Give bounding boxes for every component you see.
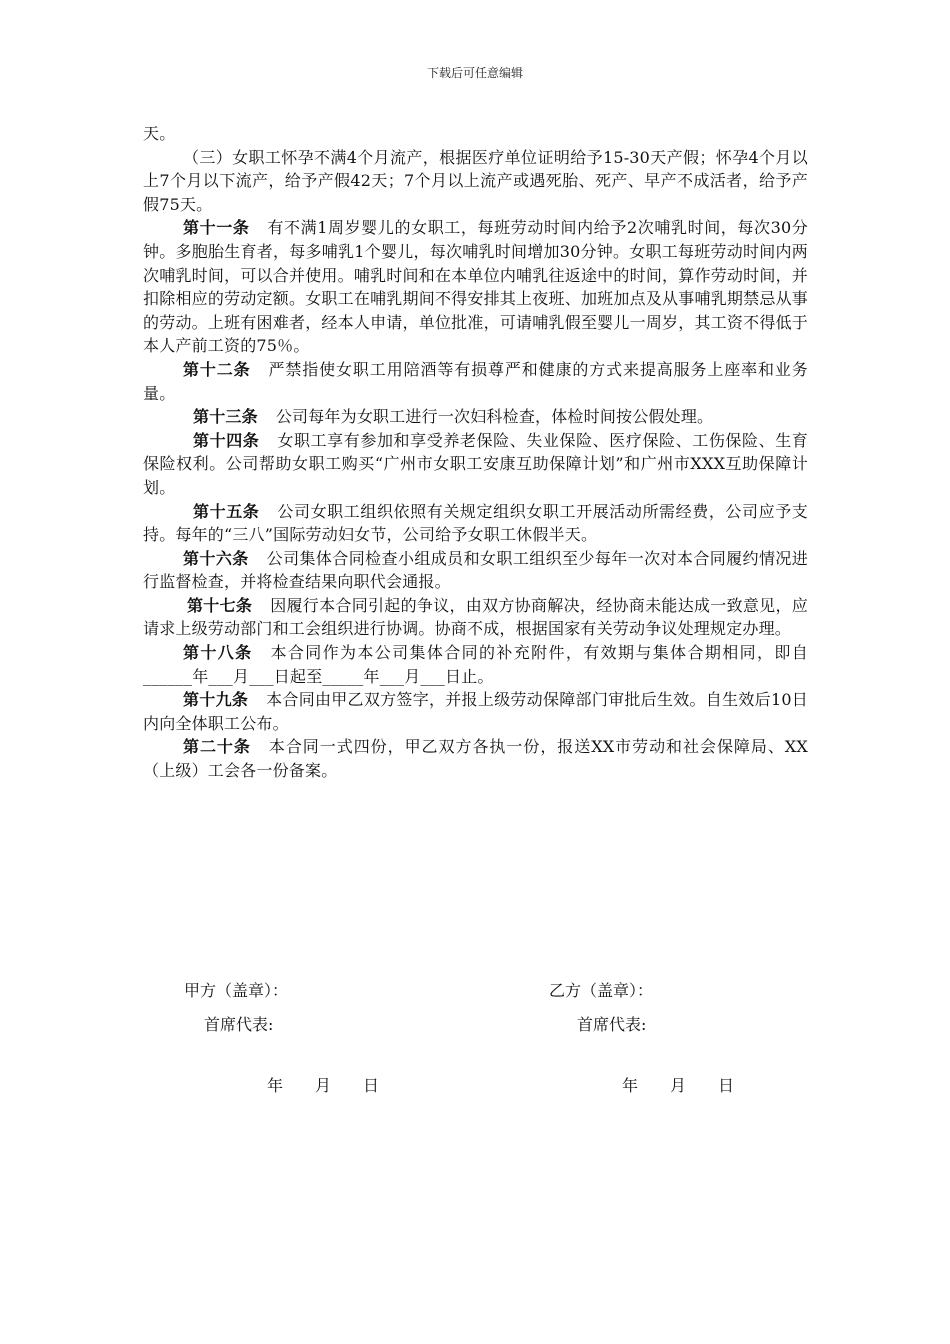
paragraph-text: 天。 [143, 124, 176, 143]
article-13 [143, 405, 808, 429]
article-15 [143, 500, 808, 547]
article-text: 公司集体合同检查小组成员和女职工组织至少每年一次对本合同履约情况进行监督检查，并将检查结果向职代会通报。 [143, 548, 808, 592]
article-heading: 第十九条 [183, 690, 249, 710]
party-b-representative-label: 首席代表: [577, 1015, 647, 1034]
article-11 [143, 216, 808, 358]
article-heading: 第十五条 [193, 501, 260, 521]
article-text: 因履行本合同引起的争议，由双方协商解决，经协商未能达成一致意见，应请求上级劳动部门和工会组织进行协调。协商不成，根据国家有关劳动争议处理规定办理。 [143, 595, 808, 639]
party-b-date [622, 1073, 734, 1096]
paragraph-continuation [143, 122, 808, 146]
party-a-seal-label: 甲方（盖章）： [184, 981, 289, 1000]
party-a-date [267, 1073, 379, 1096]
party-a-representative-label: 首席代表: [204, 1015, 274, 1034]
contract-body [143, 122, 808, 783]
article-text: 严禁指使女职工用陪酒等有损尊严和健康的方式来提高服务上座率和业务量。 [143, 359, 808, 403]
date-month: 月 [670, 1076, 687, 1095]
article-heading: 第二十条 [183, 737, 251, 757]
article-heading: 第十一条 [183, 218, 250, 238]
article-text: 公司每年为女职工进行一次妇科检查，体检时间按公假处理。 [275, 407, 714, 427]
article-17 [143, 594, 808, 641]
article-text: 本合同由甲乙双方签字，并报上级劳动保障部门审批后生效。自生效后10日内向全体职工公布。 [143, 690, 808, 733]
article-text: 本合同作为本公司集体合同的补充附件，有效期与集体合期相同，即自______年___月___日起至_____年___月___日止。 [143, 643, 808, 686]
article-heading: 第十七条 [187, 595, 253, 615]
article-14 [143, 429, 808, 500]
article-text: 本合同一式四份，甲乙双方各执一份，报送XX市劳动和社会保障局、XX（上级）工会各一份备案。 [143, 737, 808, 781]
article-16 [143, 547, 808, 594]
paragraph-text: （三）女职工怀孕不满4个月流产，根据医疗单位证明给予15-30天产假；怀孕4个月以上7个月以下流产，给予产假42天；7个月以上流产或遇死胎、死产、早产不成活者，给予产假75天。 [143, 147, 808, 214]
date-year: 年 [622, 1076, 639, 1095]
article-text: 有不满1周岁婴儿的女职工，每班劳动时间内给予2次哺乳时间，每次30分钟。多胞胎生育者，每多哺乳1个婴儿，每次哺乳时间增加30分钟。女职工每班劳动时间内两次哺乳时间，可以合并使用。哺乳时间和在本单位内哺乳往返途中的时间，算作劳动时间，并扣除相应的劳动定额。女职工在哺乳期间不得安排其上夜班、加班加点及从事哺乳期禁忌从事的劳动。上班有困难者，经本人申请，单位批准，可请哺乳假至婴儿一周岁，其工资不得低于本人产前工资的75％。 [143, 218, 808, 356]
article-heading: 第十三条 [193, 407, 258, 427]
article-12 [143, 358, 808, 405]
article-heading: 第十二条 [183, 359, 251, 379]
article-heading: 第十四条 [193, 430, 260, 450]
article-18 [143, 641, 808, 688]
article-19 [143, 688, 808, 735]
article-heading: 第十六条 [183, 548, 249, 568]
date-day: 日 [718, 1076, 735, 1095]
article-text: 公司女职工组织依照有关规定组织女职工开展活动所需经费，公司应予支持。每年的“三八”国际劳动妇女节，公司给予女职工休假半天。 [143, 501, 808, 545]
date-year: 年 [267, 1076, 284, 1095]
article-20 [143, 735, 808, 782]
date-day: 日 [363, 1076, 380, 1095]
paragraph-miscarriage-leave [143, 146, 808, 217]
date-month: 月 [315, 1076, 332, 1095]
article-text: 女职工享有参加和享受养老保险、失业保险、医疗保险、工伤保险、生育保险权利。公司帮助女职工购买“广州市女职工安康互助保障计划”和广州市XXX互助保障计划。 [143, 430, 808, 497]
article-heading: 第十八条 [183, 643, 253, 663]
party-b-seal-label: 乙方（盖章）： [549, 981, 654, 1000]
page-header: 下载后可任意编辑 [426, 66, 523, 80]
